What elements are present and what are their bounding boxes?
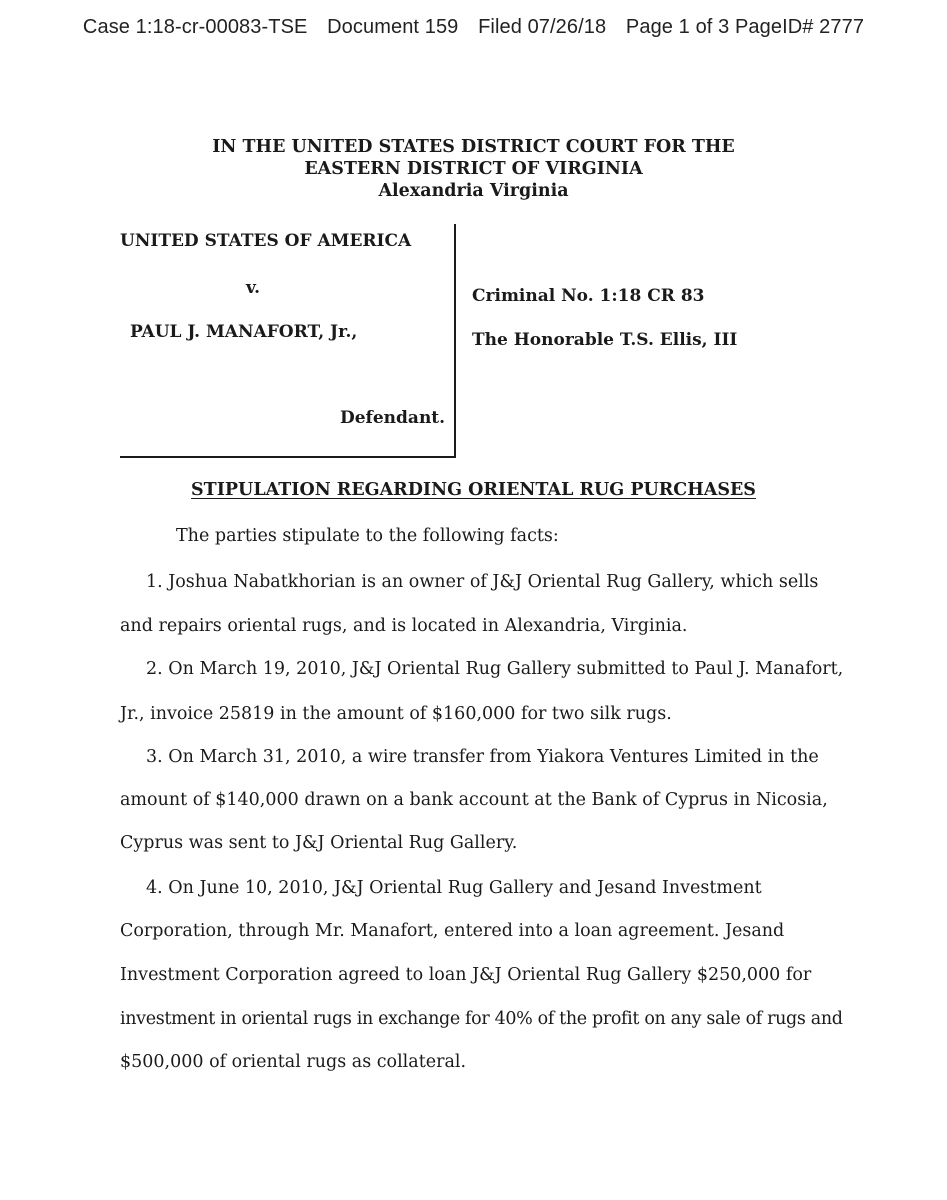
page-stamp-header [0,16,947,39]
page-id: Page 1 of 3 PageID# 2777 [625,16,865,38]
case-caption-parties [120,222,456,458]
paragraph-line: 3. On March 31, 2010, a wire transfer from Yiakora Ventures Limited in the [146,747,819,767]
plaintiff-name: UNITED STATES OF AMERICA [120,231,412,251]
defendant-label: Defendant. [340,408,446,428]
paragraph-line: Corporation, through Mr. Manafort, entered into a loan agreement. Jesand [120,921,785,941]
court-line-1: IN THE UNITED STATES DISTRICT COURT FOR THE [212,137,735,157]
paragraph-line: Investment Corporation agreed to loan J&J Oriental Rug Gallery $250,000 for [120,965,812,985]
caption-vertical-rule [454,224,456,458]
criminal-number: Criminal No. 1:18 CR 83 [472,286,705,306]
paragraph-line: amount of $140,000 drawn on a bank account at the Bank of Cyprus in Nicosia, [120,790,828,810]
filed-date: Filed 07/26/18 [478,16,607,38]
paragraph-line: investment in oriental rugs in exchange for 40% of the profit on any sale of rugs and [120,1009,843,1029]
paragraph-line: 1. Joshua Nabatkhorian is an owner of J&J Oriental Rug Gallery, which sells [146,572,819,592]
intro-text: The parties stipulate to the following facts: [176,526,559,546]
court-line-3: Alexandria Virginia [378,181,569,201]
court-heading [0,136,947,202]
judge-name: The Honorable T.S. Ellis, III [472,330,738,350]
caption-horizontal-rule [120,456,456,458]
court-line-2: EASTERN DISTRICT OF VIRGINIA [304,159,643,179]
defendant-name: PAUL J. MANAFORT, Jr., [130,322,358,342]
paragraph-line: and repairs oriental rugs, and is located in Alexandria, Virginia. [120,616,688,636]
versus-label: v. [246,278,261,298]
case-number: Case 1:18-cr-00083-TSE [82,16,308,38]
document-number: Document 159 [327,16,459,38]
paragraph-line: 4. On June 10, 2010, J&J Oriental Rug Gallery and Jesand Investment [146,878,762,898]
paragraph-line: 2. On March 19, 2010, J&J Oriental Rug Gallery submitted to Paul J. Manafort, [146,659,844,679]
paragraph-line: $500,000 of oriental rugs as collateral. [120,1052,467,1072]
paragraph-line: Cyprus was sent to J&J Oriental Rug Gallery. [120,833,518,853]
document-title: STIPULATION REGARDING ORIENTAL RUG PURCHASES [191,480,756,500]
paragraph-line: Jr., invoice 25819 in the amount of $160,000 for two silk rugs. [120,704,672,724]
